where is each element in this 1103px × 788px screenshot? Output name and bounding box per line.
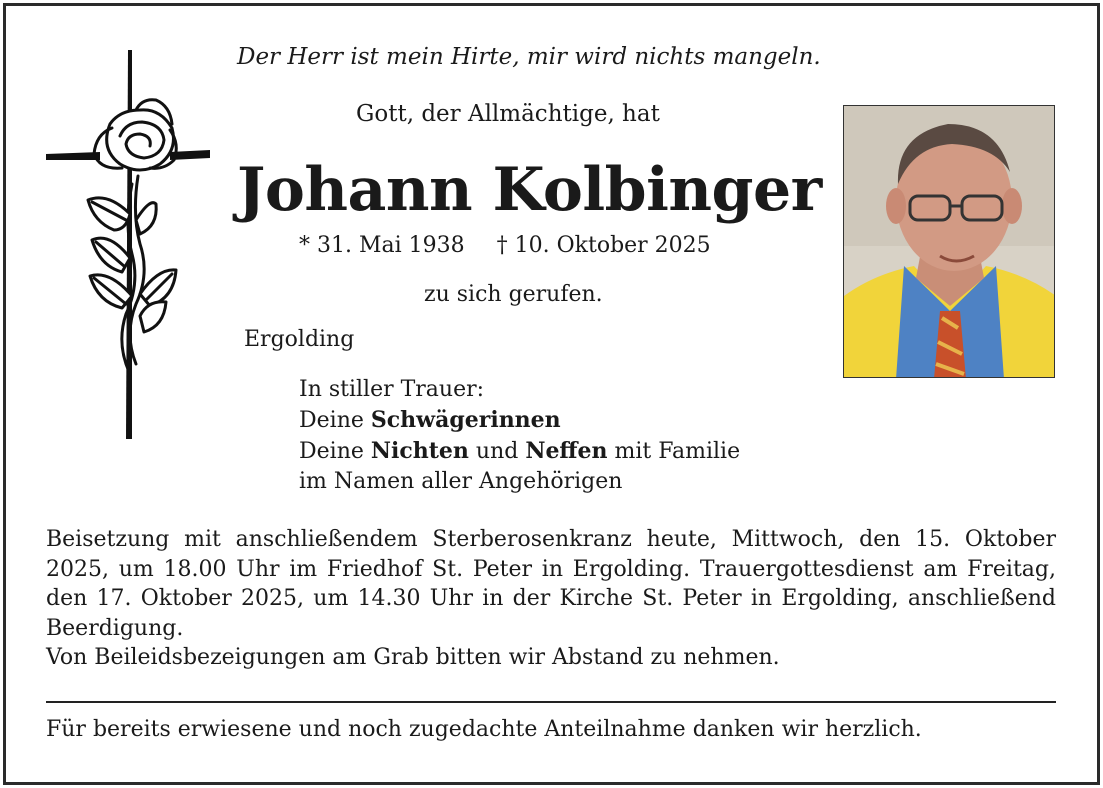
- mourners-text: und: [468, 439, 526, 464]
- portrait-photo: [843, 105, 1055, 378]
- mourners-bold: Nichten: [370, 438, 469, 464]
- mourners-bold: Neffen: [525, 438, 608, 464]
- motto: Der Herr ist mein Hirte, mir wird nichts mangeln.: [237, 44, 821, 70]
- condolence-note: Von Beileidsbezeigungen am Grab bitten wir Abstand zu nehmen.: [46, 645, 780, 670]
- funeral-info: [46, 525, 1056, 673]
- intro-text: Gott, der Allmächtige, hat: [356, 101, 660, 127]
- cross-with-rose-icon: [40, 44, 220, 444]
- mourners-heading: In stiller Trauer:: [299, 377, 485, 402]
- birth-date: * 31. Mai 1938: [299, 233, 465, 258]
- life-dates: [299, 233, 711, 258]
- mourners-line-2: [299, 436, 740, 467]
- death-date: † 10. Oktober 2025: [496, 233, 711, 258]
- mourners-line-3: im Namen aller Angehörigen: [299, 469, 623, 494]
- portrait-illustration: [844, 106, 1055, 378]
- mourners-bold: Schwägerinnen: [370, 407, 561, 433]
- place: Ergolding: [244, 327, 355, 352]
- mourners-block: [299, 375, 740, 497]
- thanks-text: Für bereits erwiesene und noch zugedachte Anteilnahme danken wir herzlich.: [46, 717, 922, 742]
- mourners-text: Deine: [299, 439, 371, 464]
- called-text: zu sich gerufen.: [424, 282, 603, 307]
- mourners-text: Deine: [299, 408, 371, 433]
- funeral-details: Beisetzung mit anschließendem Sterberosenkranz heute, Mittwoch, den 15. Oktober 2025, um 18.00 Uhr im Friedhof St. Peter in Ergolding. Trauergottesdienst am Freitag, den 17. Oktober 2025, um 14.30 Uhr in der Kirche St. Peter in Ergolding, anschließend Beerdigung.: [46, 527, 1056, 641]
- mourners-text: mit Familie: [607, 439, 741, 464]
- mourners-line-1: [299, 405, 740, 436]
- divider: [46, 701, 1056, 703]
- deceased-name: Johann Kolbinger: [237, 155, 822, 225]
